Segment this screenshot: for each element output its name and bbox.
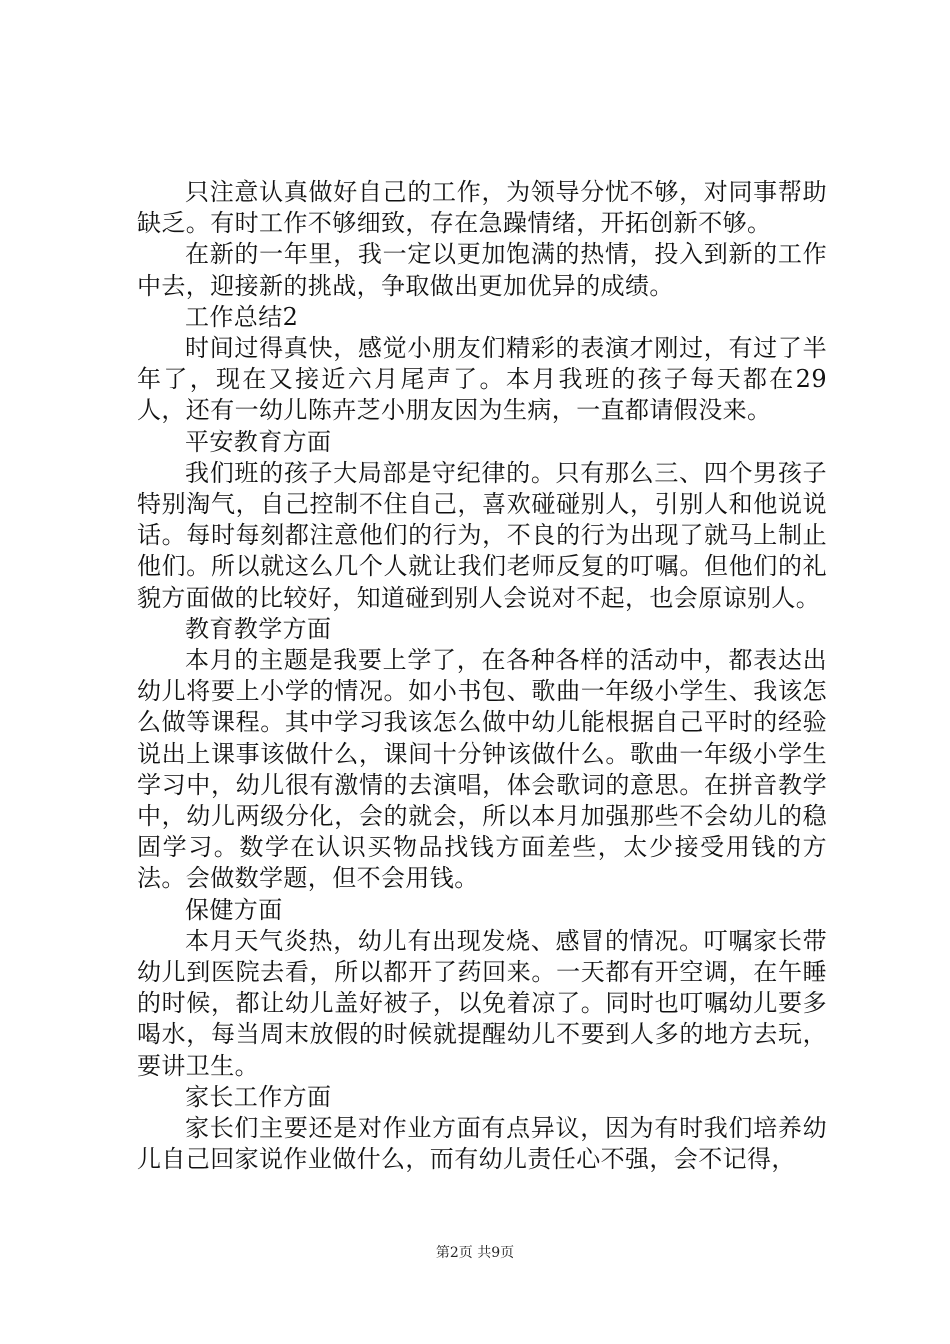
section-heading-safety: 平安教育方面 — [185, 427, 332, 456]
section-heading-teaching: 教育教学方面 — [185, 614, 332, 643]
paragraph-parents: 家长们主要还是对作业方面有点异议，因为有时我们培养幼儿自己回家说作业做什么，而有幼儿责任心不强，会不记得， — [137, 1114, 827, 1174]
paragraph-safety: 我们班的孩子大局部是守纪律的。只有那么三、四个男孩子特别淘气，自己控制不住自己，喜欢碰碰别人，引别人和他说说话。每时每刻都注意他们的行为，不良的行为出现了就马上制止他们。所以就这么几个人就让我们老师反复的叮嘱。但他们的礼貌方面做的比较好，知道碰到别人会说对不起，也会原谅别人。 — [137, 458, 827, 612]
paragraph-class-overview: 时间过得真快，感觉小朋友们精彩的表演才刚过，有过了半年了，现在又接近六月尾声了。本月我班的孩子每天都在29人，还有一幼儿陈卉芝小朋友因为生病，一直都请假没来。 — [137, 334, 827, 425]
section-heading-parents: 家长工作方面 — [185, 1082, 332, 1111]
page-number-footer: 第2页 共9页 — [435, 1245, 515, 1261]
paragraph-self-assessment: 只注意认真做好自己的工作，为领导分忧不够，对同事帮助缺乏。有时工作不够细致，存在急躁情绪，开拓创新不够。 — [137, 178, 827, 238]
section-title-summary-2: 工作总结2 — [185, 302, 299, 331]
paragraph-health: 本月天气炎热，幼儿有出现发烧、感冒的情况。叮嘱家长带幼儿到医院去看，所以都开了药回来。一天都有开空调，在午睡的时候，都让幼儿盖好被子，以免着凉了。同时也叮嘱幼儿要多喝水，每当周末放假的时候就提醒幼儿不要到人多的地方去玩，要讲卫生。 — [137, 926, 827, 1080]
paragraph-new-year-resolution: 在新的一年里，我一定以更加饱满的热情，投入到新的工作中去，迎接新的挑战，争取做出更加优异的成绩。 — [137, 240, 827, 300]
section-heading-health: 保健方面 — [185, 895, 283, 924]
paragraph-teaching: 本月的主题是我要上学了，在各种各样的活动中，都表达出幼儿将要上小学的情况。如小书包、歌曲一年级小学生、我该怎么做等课程。其中学习我该怎么做中幼儿能根据自己平时的经验说出上课事该做什么，课间十分钟该做什么。歌曲一年级小学生学习中，幼儿很有激情的去演唱，体会歌词的意思。在拼音教学中，幼儿两级分化，会的就会，所以本月加强那些不会幼儿的稳固学习。数学在认识买物品找钱方面差些，太少接受用钱的方法。会做数学题，但不会用钱。 — [137, 646, 827, 893]
document-body — [137, 177, 827, 1176]
